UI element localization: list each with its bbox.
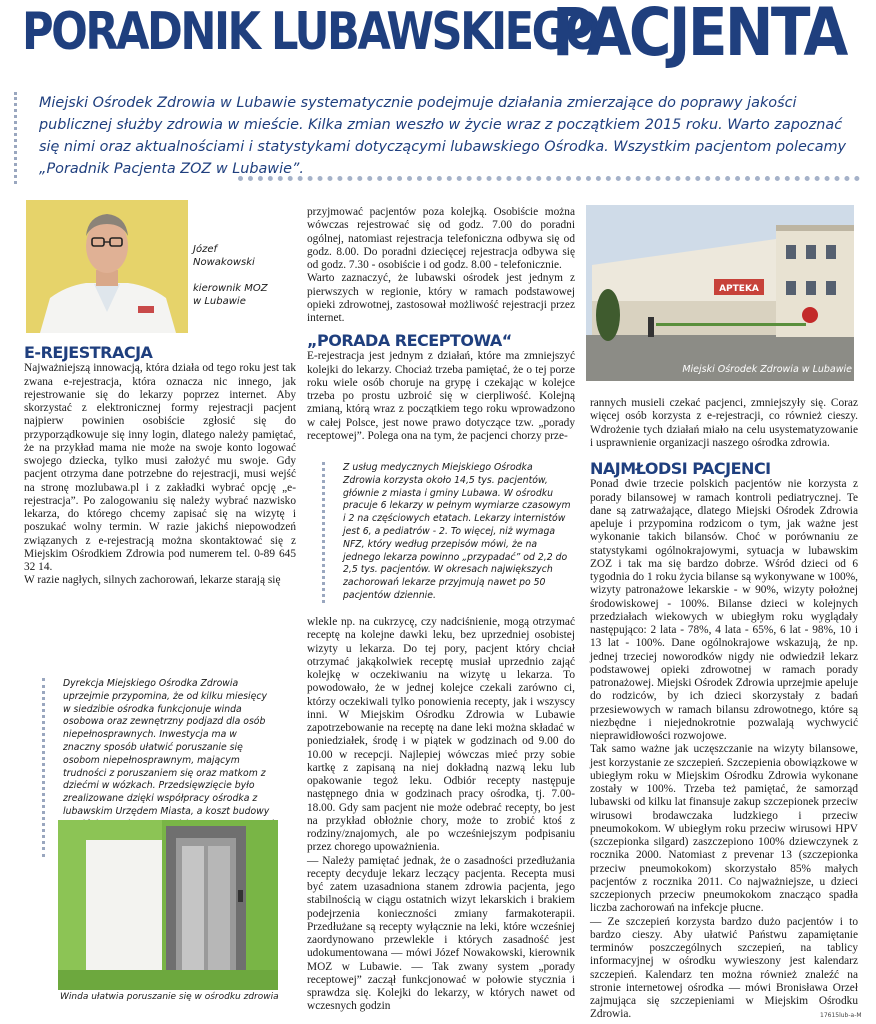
elevator-info-text: Dyrekcja Miejskiego Ośrodka Zdrowia uprzejmie przypomina, że od kilku miesięcy w siedzibie ośrodka funkcjonuje winda osobowa oraz zewnętrzny podjazd dla osób niepełnosprawnych. Inwestycja ma w znaczny sposób ułatwić poruszanie się osobom niepełnosprawnym, mającym trudności z poruszaniem się oraz matkom z dziećmi w wózkach. Przedsięwzięcie było zrealizowane dzięki współpracy ośrodka z lubawskim Urzędem Miasta, a koszt budowy xyxy=(63,678,270,817)
caption-role-line1: kierownik MOZ xyxy=(193,283,268,294)
lead-paragraph: Miejski Ośrodek Zdrowia w Lubawie systematycznie podejmuje działania zmierzające do poprawy jakości publicznej służby zdrowia w mieście. Kilka zmian weszło w życie wraz z początkiem 2015 roku. Warto zapoznać się nimi oraz aktualnościami i statystykami dotyczącymi lubawskiego Ośrodka. Wszystkim pacjentom polecamy „Poradnik Pacjenta ZOZ w Lubawie”. xyxy=(39,95,847,177)
heading-porada-receptowa: „PORADA RECEPTOWA“ xyxy=(307,331,512,350)
heading-najmlodsi-pacjenci: NAJMŁODSI PACJENCI xyxy=(590,459,771,478)
masthead xyxy=(22,2,862,88)
footer-code: 17615lub-a-M xyxy=(820,1012,862,1019)
caption-role-line2: w Lubawie xyxy=(193,296,246,307)
statistics-info-text: Z usług medycznych Miejskiego Ośrodka Zdrowia korzysta około 14,5 tys. pacjentów, głównie z miasta i gminy Lubawa. W ośrodku pracuje 6 lekarzy w pełnym wymiarze czasowym i 2 na częściowych etatach. Lekarzy internistów jest 6, a pediatrów - 2. To więcej, niż wymaga NFZ, który według przepisów mówi, że na jednego lekarza powinno „przypadać” od 2,2 do 2,5 tys. pacjentów. W okresach największych zachorowań lekarze przyjmują nawet po 50 pacjentów dziennie. xyxy=(343,462,571,601)
elevator-caption: Winda ułatwia poruszanie się w ośrodku zdrowia xyxy=(60,992,279,1002)
dotted-divider xyxy=(238,176,860,182)
column-3-top xyxy=(590,397,858,450)
caption-name-line2: Nowakowski xyxy=(193,257,255,268)
caption-name-line1: Józef xyxy=(193,244,217,255)
portrait-photo xyxy=(26,200,188,333)
section2-paragraph-2: wlekle np. na cukrzycę, czy nadciśnienie, mogą otrzymać receptę na kolejne dawki leku, bez uprzedniej osobistej wizyty u lekarza. Do tej pory, pacjent który chciał otrzymać jakąkolwiek receptę musiał uprzednio zająć kolejkę w oczekiwaniu na wizytę u lekarza. To powodowało, że w jednej kolejce czekali zarówno ci, którzy oczekiwali tylko ponowienia recepty, jak i wszyscy inni. W Miejskim Ośrodku Zdrowia w Lubawie zapotrzebowanie na receptę na dane leki można składać w poniedziałek, środę i w piątek w godzinach od 9.00 do 10.00 w recepcji. Najlepiej wówczas mieć przy sobie kartkę z zapisaną na niej dokładną nazwą leku lub opakowanie tegoż leku. Odbiór recepty następuje następnego dnia w godzinach pracy ośrodka, tj. 7.00-18.00. Gdy sam pacjent nie może odebrać recepty, bo jest na przykład obłożnie chory, może to zrobić ktoś z rodziny/znajomych, ale po wcześniejszym podpisaniu przez chorego upoważnienia. xyxy=(307,616,575,854)
section1-paragraph-1: Najważniejszą innowacją, która działa od tego roku jest tak zwana e-rejestracja, która oznacza nic innego, jak rejestrowanie się do lekarzy poprzez internet. Aby skorzystać z elektronicznej formy rejestracji pacjent najpierw powinien osobiście zgłosić się do przyporządkowuje się inny login, dlatego należy pamiętać, że na przykład mama nie może na swoje konto logować swojego dziecka, tylko musi założyć mu swoje. Gdy pacjent otrzyma dane potrzebne do rejestracji, musi wejść na stronę mozlubawa.pl i z zakładki wybrać opcję „e-rejestracja”. Po zalogowaniu się należy wybrać nazwisko lekarza, do którego chcemy zapisać się na wizytę i poszukać wolny termin. W razie jakichś niepowodzeń związanych z e-rejestracją można skontaktować się z Miejskim Ośrodkiem Zdrowia pod numerem tel. 0-89 645 32 14. xyxy=(24,362,296,573)
column-1 xyxy=(24,343,296,588)
building-sign-text: APTEKA xyxy=(719,284,759,294)
lead-paragraph-box xyxy=(14,92,862,184)
section2-paragraph-3: — Należy pamiętać jednak, że o zasadności przedłużania recepty decyduje lekarz leczący pacjenta. Recepta musi być zatem uzasadniona stanem zdrowia pacjenta, jego stabilnością w ciągu ostatnich wizyt lekarskich i brakiem podejrzenia konieczności zmiany farmakoterapii. Przedłużane są recepty wyłącznie na leki, które wcześniej zaordynowano przewlekle i których zasadność jest udokumentowana — mówi Józef Nowakowski, kierownik MOZ w Lubawie. — Tak zwany system „porady receptowej” zaczął funkcjonować w połowie stycznia i sprawdza się. Kolejki do lekarzy, w których nawet od wczesnych godzin xyxy=(307,854,575,1013)
building-photo xyxy=(586,205,854,381)
masthead-part2: PACJENTA xyxy=(552,0,846,71)
masthead-part1: PORADNIK LUBAWSKIEGO xyxy=(22,2,599,62)
col2-paragraph-1: przyjmować pacjentów poza kolejką. Osobiście można wówczas rejestrować się od godz. 7.00 do poradni ogólnej, natomiast rejestracja telefoniczna odbywa się od godz. 8.00. Do poradni dziecięcej rejestracja odbywa się od godz. 7.30 - osobiście i od godz. 8.00 - telefonicznie. xyxy=(307,206,575,271)
section2-paragraph-1: E-rejestracja jest jednym z działań, które ma zmniejszyć kolejki do lekarzy. Chociaż trzeba pamiętać, że o tej porze roku wiele osób choruje na grypę i czekając w kolejce trzeba po prostu uzbroić się w cierpliwość. Kolejną zmianą, którą wraz z początkiem tego roku wprowadzono w całej Polsce, jest nowe prawo dotyczące tzw. „porady receptowej”. Polega ona na tym, że pacjenci chorzy prze- xyxy=(307,350,575,442)
heading-e-rejestracja: E-REJESTRACJA xyxy=(24,343,153,362)
section3-paragraph-3: — Ze szczepień korzysta bardzo dużo pacjentów i to bardzo cieszy. Aby ułatwić Państwu zapamiętanie terminów poszczególnych szczepień, na tablicy informacyjnej w ośrodku wywieszony jest kalendarz szczepień. Kalendarz ten można również znaleźć na stronie internetowej ośrodka — mówi Bronisława Orzeł zajmująca się szczepieniami w Miejskim Ośrodku Zdrowia. xyxy=(590,915,858,1021)
section-2-continued xyxy=(307,616,575,1014)
elevator-photo xyxy=(58,820,278,990)
section1-paragraph-2: W razie nagłych, silnych zachorowań, lekarze starają się xyxy=(24,574,281,587)
col2-paragraph-2: Warto zaznaczyć, że lubawski ośrodek jest jednym z pierwszych w regionie, który w ramach podstawowej opieki zdrowotnej, zastosował możliwość rejestracji przez internet. xyxy=(307,272,575,324)
column-2-top xyxy=(307,206,575,325)
section-3 xyxy=(590,459,858,1022)
section3-paragraph-2: Tak samo ważne jak uczęszczanie na wizyty bilansowe, jest korzystanie ze szczepień. Szczepienia obowiązkowe w ubiegłym roku w Miejskim Ośrodku Zdrowia wykonane zostały w 100%. Trzeba też pamiętać, że samorząd lubawski od kilku lat finansuje zakup szczepionek przeciw wirusowi brodawczaka ludzkiego i przeciw pneumokokom. W ubiegłym roku przeciw wirusowi HPV (szczepionka silgard) zaszczepiono 100% dziewczynek z rocznika 2000. Natomiast z prevenar 13 (szczepionka przeciw pneumokokom) skorzystało 85% małych pacjentów z rocznika 2011. Co najważniejsze, u dzieci szczepionych przeciw pneumokokom znacząco spadła liczba zachorowań na infekcje płucne. xyxy=(590,743,858,915)
portrait-caption xyxy=(193,243,285,308)
section-2 xyxy=(307,331,575,443)
statistics-info-box xyxy=(322,462,572,603)
col3-paragraph-1: rannych musieli czekać pacjenci, zmniejszyły się. Coraz więcej osób korzysta z e-rejestracji, co również cieszy. Wdrożenie tych działań miało na celu usystematyzowanie i usprawnienie organizacji naszego ośrodka zdrowia. xyxy=(590,397,858,449)
building-caption: Miejski Ośrodek Zdrowia w Lubawie xyxy=(682,364,852,375)
section3-paragraph-1: Ponad dwie trzecie polskich pacjentów nie korzysta z porady bilansowej w ramach kontroli pediatrycznej. Te dane są zatrważające, dlatego Miejski Ośrodek Zdrowia apeluje i przypomina rodzicom o tym, jak ważne jest wykonanie takich bilansów. Choć w porównaniu ze statystykami ogólnokrajowymi, sytuacja w lubawskim ZOZ i tak ma się bardzo dobrze. Wśród dzieci od 6 tygodnia do 1 roku życia bilanse są wykonywane w 100%, wizyty patronażowe lekarskie - w 90%, wizyty położnej środowiskowej - 100%. Bilanse dzieci w kolejnych przedziałach wiekowych w ubiegłym roku wyglądały następująco: 2 lata - 78%, 4 lata - 65%, 6 lat - 98%, 10 i 13 lat - 100%. Dane ogólnokrajowe wskazują, że np. jednej trzeciej noworodków nigdy nie odwiedził lekarz podstawowej opieki zdrowotnej w ramach porady patronażowej. Miejski Ośrodek Zdrowia uprzejmie apeluje do rodziców, by ich dzieci skorzystały z badań przesiewowych w ramach bilansu zdrowotnego, które są niezbędne i niejednokrotnie pozwalają wychwycić nieprawidłowości rozwojowe. xyxy=(590,478,858,742)
